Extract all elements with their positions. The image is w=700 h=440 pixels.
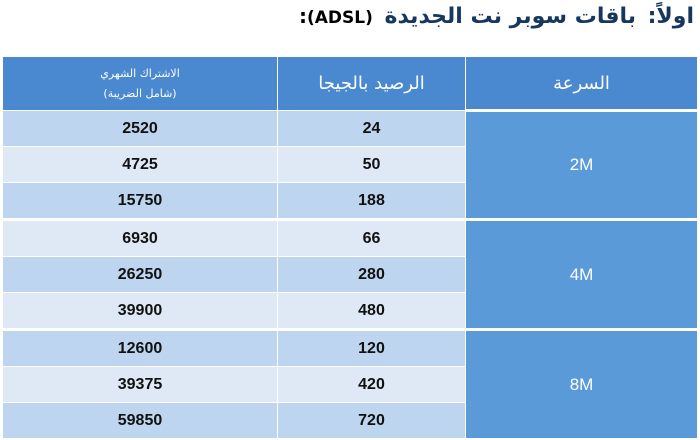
price-cell: 15750 (3, 183, 278, 220)
table-row (3, 330, 698, 367)
header-speed: السرعة (466, 57, 698, 111)
header-monthly-price (3, 57, 278, 111)
price-cell: 59850 (3, 403, 278, 439)
price-cell: 12600 (3, 330, 278, 367)
price-cell: 39900 (3, 293, 278, 330)
header-quota: الرصيد بالجيجا (278, 57, 466, 111)
speed-cell-4m: 4M (466, 220, 698, 330)
quota-cell: 66 (278, 220, 466, 257)
header-price-line2: (شامل الضريبة) (103, 86, 177, 100)
packages-table (2, 56, 698, 439)
speed-cell-2m: 2M (466, 111, 698, 220)
heading-colon: : (298, 4, 307, 28)
price-cell: 4725 (3, 147, 278, 183)
quota-cell: 480 (278, 293, 466, 330)
header-price-line1: الاشتراك الشهري (100, 66, 180, 80)
price-cell: 39375 (3, 367, 278, 403)
quota-cell: 50 (278, 147, 466, 183)
price-cell: 6930 (3, 220, 278, 257)
page-heading (299, 4, 694, 29)
price-cell: 2520 (3, 111, 278, 147)
quota-cell: 24 (278, 111, 466, 147)
table-header-row (3, 57, 698, 111)
quota-cell: 420 (278, 367, 466, 403)
quota-cell: 720 (278, 403, 466, 439)
heading-lead: اولاً: (647, 4, 694, 29)
heading-title: باقات سوبر نت الجديدة (384, 4, 637, 29)
quota-cell: 120 (278, 330, 466, 367)
price-cell: 26250 (3, 257, 278, 293)
speed-cell-8m: 8M (466, 330, 698, 439)
quota-cell: 280 (278, 257, 466, 293)
table-row (3, 111, 698, 147)
table-row (3, 220, 698, 257)
quota-cell: 188 (278, 183, 466, 220)
heading-technology: (ADSL) (306, 8, 373, 28)
